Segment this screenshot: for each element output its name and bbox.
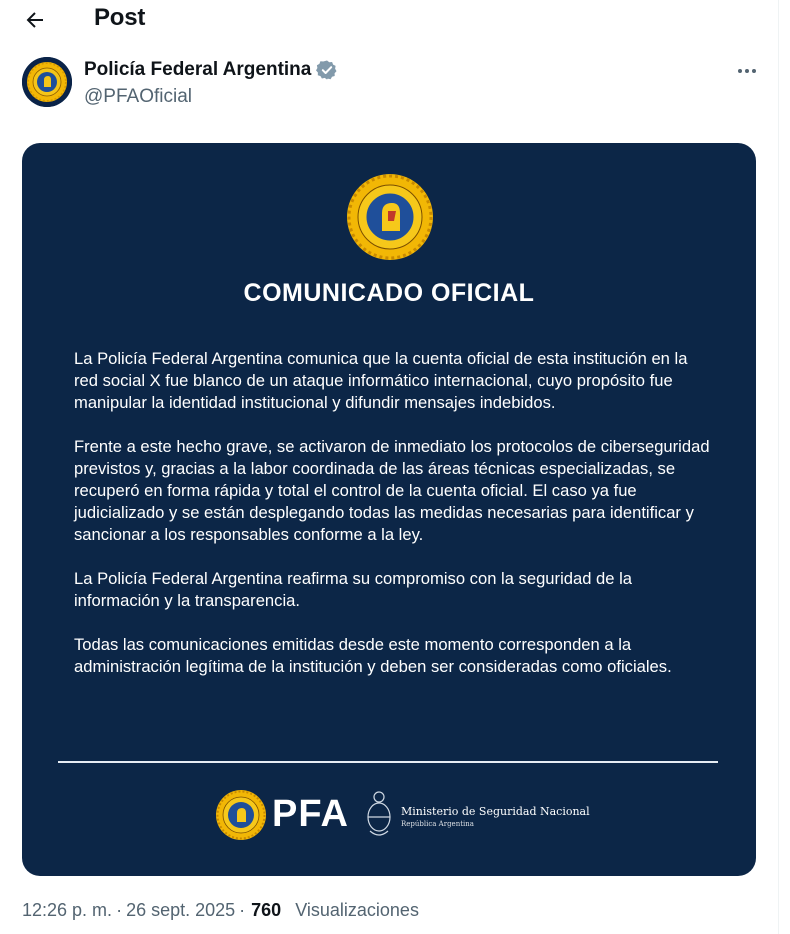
communique-title: COMUNICADO OFICIAL: [243, 279, 535, 307]
author-handle[interactable]: @PFAOficial: [84, 86, 192, 107]
more-options-button[interactable]: [732, 58, 762, 84]
avatar[interactable]: [22, 57, 72, 107]
post-author: [22, 56, 762, 112]
post-header: [0, 0, 778, 40]
pfa-logo-text: PFA: [272, 793, 349, 835]
views-count: 760: [251, 900, 282, 920]
more-dots-icon: [752, 69, 756, 73]
ministry-name: Ministerio de Seguridad Nacional: [401, 805, 590, 818]
communique-paragraph: Todas las comunicaciones emitidas desde este momento corresponden a la administración legítima de la institución y deben ser consideradas como oficiales.: [74, 635, 672, 676]
author-name: Policía Federal Argentina: [84, 59, 312, 80]
communique-paragraph: La Policía Federal Argentina comunica que la cuenta oficial de esta institución en la red social X fue blanco de un ataque informático internacional, cuyo propósito fue manipular la identidad institucional y difundir mensajes indebidos.: [74, 349, 688, 412]
pfa-badge-icon: [215, 789, 267, 841]
views-label: Visualizaciones: [295, 900, 419, 920]
more-dots-icon: [738, 69, 742, 73]
separator-dot: ·: [116, 900, 123, 920]
more-dots-icon: [745, 69, 749, 73]
page-title: Post: [94, 4, 146, 31]
argentina-shield-icon: [364, 789, 394, 841]
divider: [58, 761, 718, 763]
ministry-logo: [401, 806, 590, 830]
post-time[interactable]: 12:26 p. m.: [22, 900, 113, 920]
pfa-badge-icon: [346, 173, 434, 261]
communique-body: [74, 348, 710, 700]
post-meta: [22, 900, 419, 921]
verified-badge-icon: [316, 59, 338, 81]
post-date[interactable]: 26 sept. 2025: [126, 900, 236, 920]
arrow-left-icon: [23, 8, 47, 32]
communique-paragraph: La Policía Federal Argentina reafirma su compromiso con la seguridad de la información y la transparencia.: [74, 569, 633, 610]
communique-paragraph: Frente a este hecho grave, se activaron de inmediato los protocolos de ciberseguridad previstos y, gracias a la labor coordinada de las áreas técnicas especializadas, se recuperó en forma rápida y total el control de la cuenta oficial. El caso ya fue judicializado y se están desplegando todas las medidas necesarias para identificar y sancionar a los responsables conforme a la ley.: [74, 437, 710, 544]
ministry-country: República Argentina: [401, 820, 474, 828]
author-name-row[interactable]: [84, 59, 338, 81]
post-image[interactable]: [22, 143, 756, 876]
pfa-badge-icon: [22, 57, 72, 107]
separator-dot: ·: [239, 900, 246, 920]
back-button[interactable]: [20, 6, 50, 34]
timeline-border: [778, 0, 790, 934]
